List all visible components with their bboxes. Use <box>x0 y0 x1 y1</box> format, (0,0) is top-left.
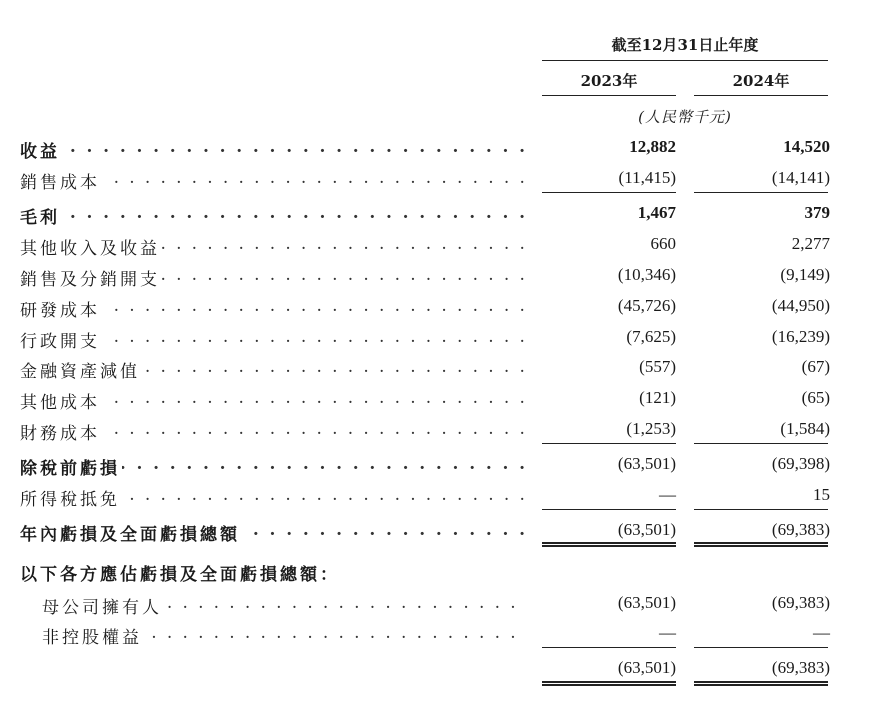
row-label: 除稅前虧損 . . . <box>20 454 526 476</box>
value-2023: — <box>659 485 676 504</box>
table-row <box>0 483 886 509</box>
row-label: 銷售及分銷開支 . . . <box>20 265 526 287</box>
row-label: 非控股權益 . . . <box>42 623 526 645</box>
value-2024: (67) <box>801 357 830 376</box>
value-2024: (69,383) <box>771 520 830 539</box>
table-row <box>0 201 886 227</box>
subtotal-rule <box>694 509 828 510</box>
value-2023: (557) <box>639 357 676 376</box>
value-2024: (69,383) <box>771 658 830 677</box>
table-row <box>0 166 886 192</box>
value-2023: (10,346) <box>617 265 676 284</box>
row-label: 年內虧損及全面虧損總額 . . . <box>20 520 526 542</box>
table-row <box>0 518 886 544</box>
value-2023: (7,625) <box>626 327 676 346</box>
value-2023: (121) <box>639 388 676 407</box>
table-row <box>0 591 886 617</box>
total-double-rule <box>694 542 828 547</box>
table-row-total <box>0 656 886 682</box>
value-2024: 379 <box>804 203 830 222</box>
value-2024: (9,149) <box>780 265 830 284</box>
value-2023: 660 <box>650 234 676 253</box>
total-double-rule <box>542 542 676 547</box>
row-label: 毛利 . . . <box>20 203 526 225</box>
value-2024: (65) <box>801 388 830 407</box>
header-year-2024: 2024年 <box>694 70 828 96</box>
row-label: 母公司擁有人 . . . <box>42 593 526 615</box>
table-row <box>0 355 886 381</box>
header-period: 截至12月31日止年度 <box>542 34 828 61</box>
value-2024: 14,520 <box>783 137 830 156</box>
value-2023: 1,467 <box>637 203 676 222</box>
subtotal-rule <box>542 192 676 193</box>
value-2024: (69,398) <box>771 454 830 473</box>
row-label: 其他成本 . . . <box>20 388 526 410</box>
subtotal-rule <box>542 647 676 648</box>
header-unit: (人民幣千元) <box>638 108 732 126</box>
subtotal-rule <box>542 443 676 444</box>
total-double-rule <box>694 681 828 686</box>
row-label: 以下各方應佔虧損及全面虧損總額： <box>20 560 526 582</box>
table-row <box>0 417 886 443</box>
value-2024: (14,141) <box>771 168 830 187</box>
table-row <box>0 386 886 412</box>
value-2024: (16,239) <box>771 327 830 346</box>
subtotal-rule <box>542 509 676 510</box>
table-row <box>0 325 886 351</box>
value-2024: (1,584) <box>780 419 830 438</box>
value-2023: (45,726) <box>617 296 676 315</box>
value-2023: 12,882 <box>629 137 676 156</box>
value-2023: (63,501) <box>617 454 676 473</box>
table-row <box>0 294 886 320</box>
total-double-rule <box>542 681 676 686</box>
row-label: 所得稅抵免 . . . <box>20 485 526 507</box>
row-label: 財務成本 . . . <box>20 419 526 441</box>
value-2024: 2,277 <box>791 234 830 253</box>
row-label: 行政開支 . . . <box>20 327 526 349</box>
subtotal-rule <box>694 192 828 193</box>
value-2023: (1,253) <box>626 419 676 438</box>
value-2024: 15 <box>813 485 830 504</box>
row-label: 其他收入及收益 . . . <box>20 234 526 256</box>
subtotal-rule <box>694 647 828 648</box>
table-row <box>0 263 886 289</box>
value-2023: (11,415) <box>618 168 676 187</box>
row-label: 研發成本 . . . <box>20 296 526 318</box>
row-label: 銷售成本 . . . <box>20 168 526 190</box>
table-row <box>0 232 886 258</box>
value-2023: (63,501) <box>617 520 676 539</box>
header-year-2023: 2023年 <box>542 70 676 96</box>
table-row <box>0 621 886 647</box>
value-2024: — <box>813 623 830 642</box>
section-heading <box>0 558 886 584</box>
value-2024: (69,383) <box>771 593 830 612</box>
subtotal-rule <box>694 443 828 444</box>
table-row <box>0 135 886 161</box>
value-2024: (44,950) <box>771 296 830 315</box>
value-2023: (63,501) <box>617 593 676 612</box>
value-2023: (63,501) <box>617 658 676 677</box>
row-label: 金融資產減值 . . . <box>20 357 526 379</box>
table-row <box>0 452 886 478</box>
row-label: 收益 . . . <box>20 137 526 159</box>
value-2023: — <box>659 623 676 642</box>
